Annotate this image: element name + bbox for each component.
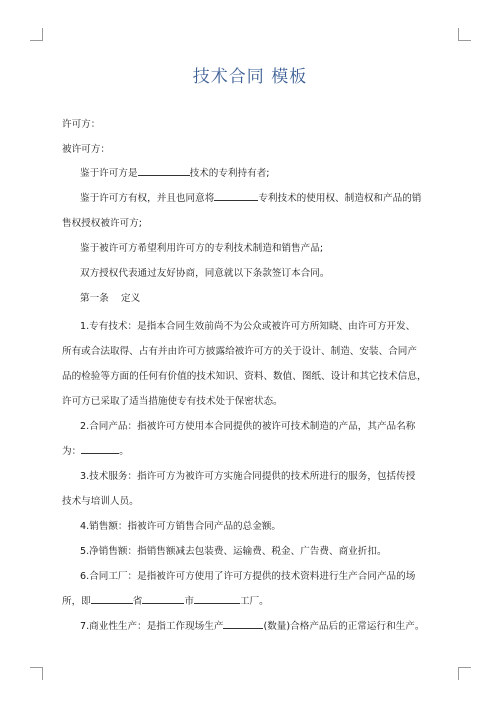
crop-mark-bottom-right	[458, 667, 471, 680]
definition-2-pre: 为：	[62, 446, 82, 457]
definition-7-post: (数量)合格产品后的正常运行和生产。	[263, 621, 425, 632]
whereas-2-continued: 售权授权被许可方;	[62, 218, 142, 229]
whereas-2-pre: 鉴于许可方有权，并且也同意将	[80, 193, 215, 204]
blank-product-name[interactable]	[81, 444, 119, 454]
definition-1-line-1: 1.专有技术：是指本合同生效前尚不为公众或被许可方所知晓、由许可方开发、	[80, 321, 416, 332]
definition-3-line-2: 技术与培训人员。	[62, 496, 139, 507]
whereas-clause-3: 鉴于被许可方希望利用许可方的专利技术制造和销售产品;	[80, 243, 324, 254]
article-1-heading: 第一条 定义	[80, 293, 141, 304]
blank-province[interactable]	[91, 594, 133, 604]
factory-label: 工厂。	[239, 596, 269, 607]
blank-quantity[interactable]	[223, 619, 263, 629]
whereas-clause-1	[80, 165, 270, 179]
definition-7	[80, 618, 424, 632]
definition-6-prefix: 所，即	[62, 596, 91, 607]
whereas-1-post: 技术的专利持有者;	[189, 168, 270, 179]
blank-city[interactable]	[142, 594, 184, 604]
licensor-label: 许可方：	[62, 119, 101, 130]
agreement-statement: 双方授权代表通过友好协商，同意就以下条款签订本合同。	[80, 268, 330, 279]
definition-7-pre: 7.商业性生产：是指工作现场生产	[80, 621, 224, 632]
definition-6-line-2	[62, 593, 269, 607]
crop-mark-top-left	[30, 28, 43, 41]
whereas-1-pre: 鉴于许可方是	[80, 168, 138, 179]
definition-1-line-3: 品的检验等方面的任何有价值的技术知识、资料、数值、图纸、设计和其它技术信息，	[62, 371, 427, 382]
whereas-clause-2	[80, 190, 421, 204]
crop-mark-top-right	[458, 28, 471, 41]
whereas-2-post: 专利技术的使用权、制造权和产品的销	[258, 193, 422, 204]
definition-4: 4.销售额：指被许可方销售合同产品的总金额。	[80, 521, 282, 532]
definition-2-line-1: 2.合同产品：指被许可方使用本合同提供的被许可技术制造的产品，其产品名称	[80, 421, 416, 432]
definition-2-post: 。	[119, 446, 129, 457]
definition-1-line-2: 所有或合法取得、占有并由许可方披露给被许可方的关于设计、制造、安装、合同产	[62, 346, 417, 357]
city-label: 市	[184, 596, 194, 607]
definition-3-line-1: 3.技术服务：指许可方为被许可方实施合同提供的技术所进行的服务，包括传授	[80, 471, 416, 482]
definition-6-line-1: 6.合同工厂：是指被许可方使用了许可方提供的技术资料进行生产合同产品的场	[80, 571, 416, 582]
province-label: 省	[132, 596, 143, 607]
blank-patent-name[interactable]	[214, 191, 258, 201]
definition-5: 5.净销售额：指销售额减去包装费、运输费、税金、广告费、商业折扣。	[80, 546, 387, 557]
definition-2-line-2	[62, 443, 129, 457]
definition-1-line-4: 许可方已采取了适当措施使专有技术处于保密状态。	[62, 396, 283, 407]
blank-technology-name[interactable]	[138, 166, 190, 176]
document-title: 技术合同 模板	[192, 67, 308, 87]
blank-factory[interactable]	[194, 594, 240, 604]
licensee-label: 被许可方：	[62, 144, 110, 155]
crop-mark-bottom-left	[30, 667, 43, 680]
